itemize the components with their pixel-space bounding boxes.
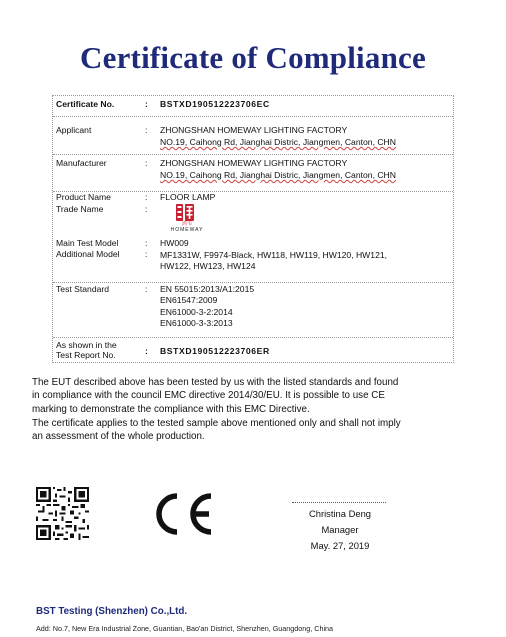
colon: : xyxy=(145,249,148,259)
table-divider xyxy=(53,116,453,117)
test-standard-item: EN 55015:2013/A1:2015 xyxy=(160,284,255,294)
footer-address: Add: No.7, New Era Industrial Zone, Guantian, Bao'an District, Shenzhen, Guangdong, China xyxy=(36,624,334,633)
report-no-value: BSTXD190512223706ER xyxy=(160,346,270,356)
colon: : xyxy=(145,204,148,214)
main-test-model-label: Main Test Model xyxy=(56,238,119,248)
colon: : xyxy=(145,346,148,356)
text-line: The EUT described above has been tested by us with the listed standards and found xyxy=(32,377,399,388)
table-divider xyxy=(53,154,453,155)
colon: : xyxy=(145,99,148,109)
homeway-logo-mark-icon xyxy=(175,203,195,222)
table-divider xyxy=(53,191,453,192)
test-standard-item: EN61547:2009 xyxy=(160,295,218,305)
certificate-no-value: BSTXD190512223706EC xyxy=(160,99,270,109)
product-name-label: Product Name xyxy=(56,192,111,202)
manufacturer-name: ZHONGSHAN HOMEWAY LIGHTING FACTORY xyxy=(160,158,348,168)
test-standard-label: Test Standard xyxy=(56,284,110,294)
colon: : xyxy=(145,125,148,135)
main-test-model-value: HW009 xyxy=(160,238,189,248)
ce-mark-icon xyxy=(147,490,217,538)
text-line: The certificate applies to the tested sample above mentioned only and shall not imply xyxy=(32,418,401,429)
compliance-statement xyxy=(32,376,472,416)
applicant-address: NO.19, Caihong Rd, Jianghai Distric, Jiangmen, Canton, CHN xyxy=(160,137,396,147)
test-standard-item: EN61000-3-3:2013 xyxy=(160,318,233,328)
table-divider xyxy=(53,337,453,338)
manufacturer-address: NO.19, Caihong Rd, Jianghai Distric, Jiangmen, Canton, CHN xyxy=(160,170,396,180)
certificate-details-table xyxy=(52,95,454,363)
scope-statement xyxy=(32,417,472,444)
certificate-no-label: Certificate No. xyxy=(56,99,115,109)
qr-code-icon xyxy=(36,487,89,540)
colon: : xyxy=(145,158,148,168)
additional-model-line1: MF1331W, F9974-Black, HW118, HW119, HW120, HW121, xyxy=(160,250,388,260)
logo-chinese-text: 鸿韦 xyxy=(181,221,192,227)
table-divider xyxy=(53,282,453,283)
additional-model-line2: HW122, HW123, HW124 xyxy=(160,261,256,271)
text-line: an assessment of the whole production. xyxy=(32,431,205,443)
colon: : xyxy=(145,192,148,202)
manufacturer-label: Manufacturer xyxy=(56,158,107,168)
logo-english-text: HOMEWAY xyxy=(170,227,204,233)
report-no-label-line1: As shown in the xyxy=(56,340,117,350)
applicant-label: Applicant xyxy=(56,125,92,135)
homeway-logo xyxy=(166,203,208,233)
applicant-name: ZHONGSHAN HOMEWAY LIGHTING FACTORY xyxy=(160,125,348,135)
test-standard-item: EN61000-3-2:2014 xyxy=(160,307,233,317)
trade-name-label: Trade Name xyxy=(56,204,104,214)
signature-date: May. 27, 2019 xyxy=(310,540,370,551)
colon: : xyxy=(145,238,148,248)
signatory-title: Manager xyxy=(321,524,359,535)
additional-model-label: Additional Model xyxy=(56,249,120,259)
signature-line xyxy=(292,502,386,503)
text-line: in compliance with the council EMC directive 2014/30/EU. It is possible to use CE xyxy=(32,390,385,402)
footer-company-name: BST Testing (Shenzhen) Co.,Ltd. xyxy=(36,606,188,617)
report-no-label-line2: Test Report No. xyxy=(56,350,116,360)
text-line: marking to demonstrate the compliance with this EMC Directive. xyxy=(32,403,310,415)
colon: : xyxy=(145,284,148,294)
certificate-title: Certificate of Compliance xyxy=(80,40,426,75)
product-name-value: FLOOR LAMP xyxy=(160,192,216,202)
signatory-name: Christina Deng xyxy=(308,508,371,519)
